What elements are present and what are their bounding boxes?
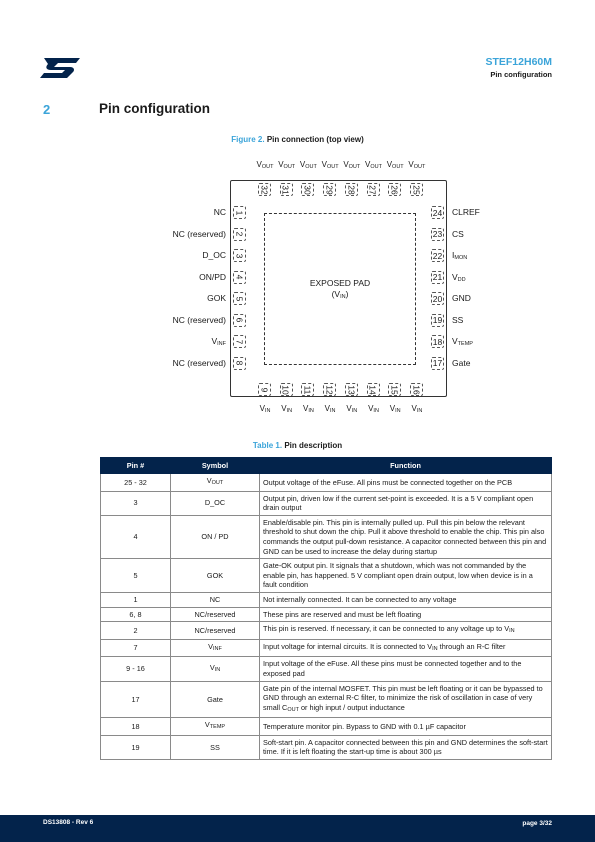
section-number: 2 (43, 102, 51, 117)
cell-pin: 9 - 16 (101, 657, 171, 681)
pin-box (431, 206, 444, 219)
pin-number: 19 (432, 315, 443, 325)
pin-label (452, 207, 480, 217)
pin-label-sub: IN (395, 408, 401, 414)
pin-label-text: D_OC (202, 250, 226, 260)
table-caption-text: Pin description (284, 441, 343, 450)
cell-function: Output voltage of the eFuse. All pins must be connected together on the PCB (260, 474, 552, 492)
pin-box (233, 335, 246, 348)
pin-label-text: Gate (452, 357, 471, 368)
table-row (101, 718, 552, 736)
cell-function: Temperature monitor pin. Bypass to GND with 0.1 µF capacitor (260, 718, 552, 736)
pin-label-sub: OUT (392, 164, 404, 170)
pin-label-text: I (452, 250, 455, 260)
pin-number: 2 (234, 231, 245, 237)
pin-label (452, 229, 464, 239)
cell-symbol: GOK (171, 559, 260, 593)
pin-label-text: V (302, 404, 309, 413)
pin-label (452, 315, 463, 325)
pin-label (202, 250, 226, 260)
pin-label-text: V (278, 160, 284, 169)
pin-label (452, 293, 471, 303)
pin-label (173, 315, 226, 325)
header-symbol: Symbol (171, 458, 260, 474)
pin-label-text: CLREF (452, 207, 480, 217)
pin-number: 23 (432, 229, 443, 239)
pin-box (410, 383, 423, 396)
pin-box (301, 383, 314, 396)
pin-box (388, 183, 401, 196)
pin-box (233, 314, 246, 327)
cell-symbol: NC/reserved (171, 622, 260, 640)
table-row (101, 639, 552, 657)
pin-box (258, 383, 271, 396)
pin-label-text: V (324, 404, 331, 413)
table-row (101, 515, 552, 558)
cell-symbol: Gate (171, 681, 260, 718)
pin-number: 27 (368, 184, 378, 195)
pin-label (452, 358, 470, 368)
cell-pin: 18 (101, 718, 171, 736)
figure-caption (0, 135, 595, 144)
pin-label-text: NC (reserved) (172, 228, 226, 239)
pin-label-text: V (452, 271, 458, 282)
cell-pin: 7 (101, 639, 171, 657)
figure-caption-text: Pin connection (top view) (266, 135, 364, 144)
pin-label-sub: IN (373, 408, 379, 414)
pin-label (404, 404, 430, 414)
pin-label-text: V (343, 160, 349, 169)
pin-number: 13 (346, 384, 357, 395)
cell-symbol: ON / PD (171, 515, 260, 558)
pin-number: 21 (432, 272, 443, 282)
pin-label-text: V (408, 160, 414, 169)
pin-number: 20 (432, 293, 443, 304)
pin-description-table (100, 457, 552, 760)
pin-box (233, 249, 246, 262)
pin-box (431, 335, 444, 348)
table-row (101, 657, 552, 681)
cell-function: Not internally connected. It can be connected to any voltage (260, 592, 552, 607)
pin-box (233, 228, 246, 241)
pin-number: 16 (411, 384, 422, 395)
pin-label (404, 160, 430, 170)
footer-doc-rev: DS13808 - Rev 6 (43, 819, 94, 826)
pin-number: 22 (432, 250, 443, 261)
table-row (101, 592, 552, 607)
pin-label-text: NC (213, 207, 226, 217)
cell-pin: 2 (101, 622, 171, 640)
pin-label-sub: IN (286, 408, 293, 414)
pin-number: 24 (432, 207, 443, 218)
pin-label (452, 272, 466, 283)
pin-number: 4 (234, 274, 245, 280)
pin-box (233, 292, 246, 305)
cell-pin: 6, 8 (101, 607, 171, 622)
pin-box (280, 183, 293, 196)
header-doc-id: STEF12H60M (485, 56, 552, 68)
pin-label-text: V (411, 404, 417, 413)
pin-label-text: V (259, 404, 265, 413)
cell-pin: 4 (101, 515, 171, 558)
pin-number: 17 (432, 358, 443, 368)
pin-number: 5 (234, 296, 245, 301)
cell-pin: 25 - 32 (101, 474, 171, 492)
cell-function: Enable/disable pin. This pin is internally pulled up. Pull this pin below the relevant threshold to shut down the chip. Pull it above threshold to enable the chip. This pin also commands the output pull-down resistance. A capacitor connected between this pin and GND can be used to increase the delay during startup (260, 515, 552, 558)
table-row (101, 559, 552, 593)
cell-symbol: NC (171, 592, 260, 607)
pin-box (431, 271, 444, 284)
cell-pin: 1 (101, 592, 171, 607)
pin-number: 28 (346, 184, 357, 195)
pin-number: 1 (234, 210, 245, 215)
header-function: Function (260, 458, 552, 474)
pin-box (233, 206, 246, 219)
pin-label-text: V (346, 404, 352, 413)
pin-label-sub: IN (264, 408, 271, 414)
table-caption (0, 441, 595, 450)
pin-number: 9 (259, 387, 270, 392)
cell-symbol: SS (171, 735, 260, 759)
pin-label-text: V (256, 160, 262, 169)
pin-label-sub: IN (351, 408, 358, 414)
cell-symbol: $V_{IN}$ (171, 657, 260, 681)
pin-number: 29 (324, 184, 335, 195)
pin-box (367, 383, 380, 396)
pin-box (233, 357, 246, 370)
table-row (101, 491, 552, 515)
exposed-pad-line1: EXPOSED PAD (309, 278, 371, 288)
pin-label-text: V (386, 160, 393, 169)
pin-label-sub: INF (217, 341, 226, 347)
pin-label-sub: OUT (370, 164, 382, 170)
cell-function: Gate pin of the internal MOSFET. This pin must be left floating or it can be bypassed to GND through an external R-C filter, to minimize the risk of oscillation in case of very small $C_{OUT}$ or high input / output inductance (260, 681, 552, 718)
pin-label (452, 250, 467, 261)
pin-label-sub: IN (416, 408, 423, 414)
pin-label-text: V (321, 160, 327, 169)
st-logo (40, 56, 84, 80)
cell-function: Soft-start pin. A capacitor connected between this pin and GND determines the soft-start time. If it is left floating the start-up time is about 300 µs (260, 735, 552, 759)
cell-function: Input voltage of the eFuse. All these pins must be connected together and to the exposed pad (260, 657, 552, 681)
table-caption-number: Table 1. (252, 441, 283, 450)
cell-pin: 5 (101, 559, 171, 593)
pin-label-text: NC (reserved) (172, 357, 226, 368)
pin-label (452, 336, 473, 347)
pin-number: 31 (281, 184, 292, 195)
pin-label-sub: OUT (348, 164, 361, 170)
pin-label (173, 229, 226, 239)
header-pin: Pin # (101, 458, 171, 474)
pin-label-sub: OUT (326, 164, 339, 170)
pin-label-sub: OUT (283, 164, 296, 170)
pin-number: 18 (432, 336, 443, 347)
pin-label-text: V (211, 336, 218, 346)
exposed-pad-line2: $(V_{IN})$ (331, 289, 349, 300)
pin-label-sub: OUT (261, 164, 274, 170)
pin-number: 14 (368, 384, 378, 395)
pin-number: 26 (389, 184, 400, 195)
pin-label-text: ON/PD (199, 271, 226, 282)
pin-box (431, 314, 444, 327)
pin-label-text: V (368, 404, 374, 413)
table-row (101, 622, 552, 640)
pin-box (280, 383, 293, 396)
pin-number: 11 (302, 385, 313, 394)
pin-label-sub: IN (308, 408, 314, 414)
section-title: Pin configuration (99, 101, 210, 116)
cell-function: This pin is reserved. If necessary, it can be connected to any voltage up to $V_{IN}$ (260, 622, 552, 640)
table-row (101, 607, 552, 622)
cell-function: Input voltage for internal circuits. It is connected to $V_{IN}$ through an R-C filter (260, 639, 552, 657)
cell-pin: 3 (101, 491, 171, 515)
pin-label-text: GND (452, 293, 471, 303)
cell-function: Gate-OK output pin. It signals that a shutdown, which was not commanded by the enable pin, has happened. 5 V compliant open drain output, low when device is in a fault condition (260, 559, 552, 593)
footer-page-number: page 3/32 (522, 820, 552, 827)
pin-label-sub: MON (454, 255, 468, 261)
pin-box (431, 228, 444, 241)
pin-number: 12 (324, 384, 335, 395)
pin-label-sub: DD (457, 276, 466, 283)
pin-label-text: CS (452, 228, 464, 239)
pin-box (431, 249, 444, 262)
pin-label-text: GOK (207, 293, 226, 303)
pin-label (199, 272, 226, 282)
pin-box (410, 183, 423, 196)
pin-label-text: V (299, 160, 306, 169)
pin-label (173, 358, 226, 368)
table-row (101, 681, 552, 718)
pin-number: 3 (234, 253, 245, 258)
pin-number: 25 (411, 184, 422, 195)
pin-label-text: V (281, 404, 287, 413)
figure-caption-number: Figure 2. (231, 135, 265, 144)
header-section: Pin configuration (490, 70, 552, 79)
pin-label (207, 293, 226, 303)
pin-label-text: V (365, 160, 371, 169)
table-row (101, 735, 552, 759)
exposed-pad-label (264, 278, 416, 303)
pin-number: 7 (234, 339, 245, 344)
pin-label-text: SS (452, 314, 464, 325)
cell-function: These pins are reserved and must be left floating (260, 607, 552, 622)
pin-label-sub: OUT (413, 164, 426, 170)
pin-label-text: V (452, 336, 458, 346)
pin-label-text: V (389, 404, 396, 413)
table-row (101, 474, 552, 492)
pin-number: 30 (302, 184, 313, 195)
pin-box (388, 383, 401, 396)
cell-symbol: $V_{TEMP}$ (171, 718, 260, 736)
pin-label (214, 207, 226, 217)
pin-box (345, 183, 358, 196)
pin-number: 6 (234, 317, 245, 323)
cell-pin: 17 (101, 681, 171, 718)
cell-symbol: NC/reserved (171, 607, 260, 622)
pin-box (233, 271, 246, 284)
pin-label-sub: IN (330, 408, 336, 414)
pin-box (431, 292, 444, 305)
cell-pin: 19 (101, 735, 171, 759)
pin-box (323, 183, 336, 196)
cell-symbol: $V_{INF}$ (171, 639, 260, 657)
pin-label-sub: OUT (305, 164, 317, 170)
cell-function: Output pin, driven low if the current set-point is exceeded. It is a 5 V compliant open drain output (260, 491, 552, 515)
pin-box (367, 183, 380, 196)
pin-label-text: NC (reserved) (172, 314, 226, 325)
pin-box (345, 383, 358, 396)
pin-box (258, 183, 271, 196)
table-header-row (101, 458, 552, 474)
pin-label (211, 336, 226, 347)
pin-number: 8 (234, 360, 245, 366)
pin-number: 10 (281, 384, 292, 395)
pin-box (301, 183, 314, 196)
cell-symbol: D_OC (171, 491, 260, 515)
pin-box (431, 357, 444, 370)
pin-number: 15 (389, 384, 400, 395)
cell-symbol: $V_{OUT}$ (171, 474, 260, 492)
pin-number: 32 (259, 184, 270, 195)
pin-label-sub: TEMP (457, 341, 473, 347)
pin-box (323, 383, 336, 396)
